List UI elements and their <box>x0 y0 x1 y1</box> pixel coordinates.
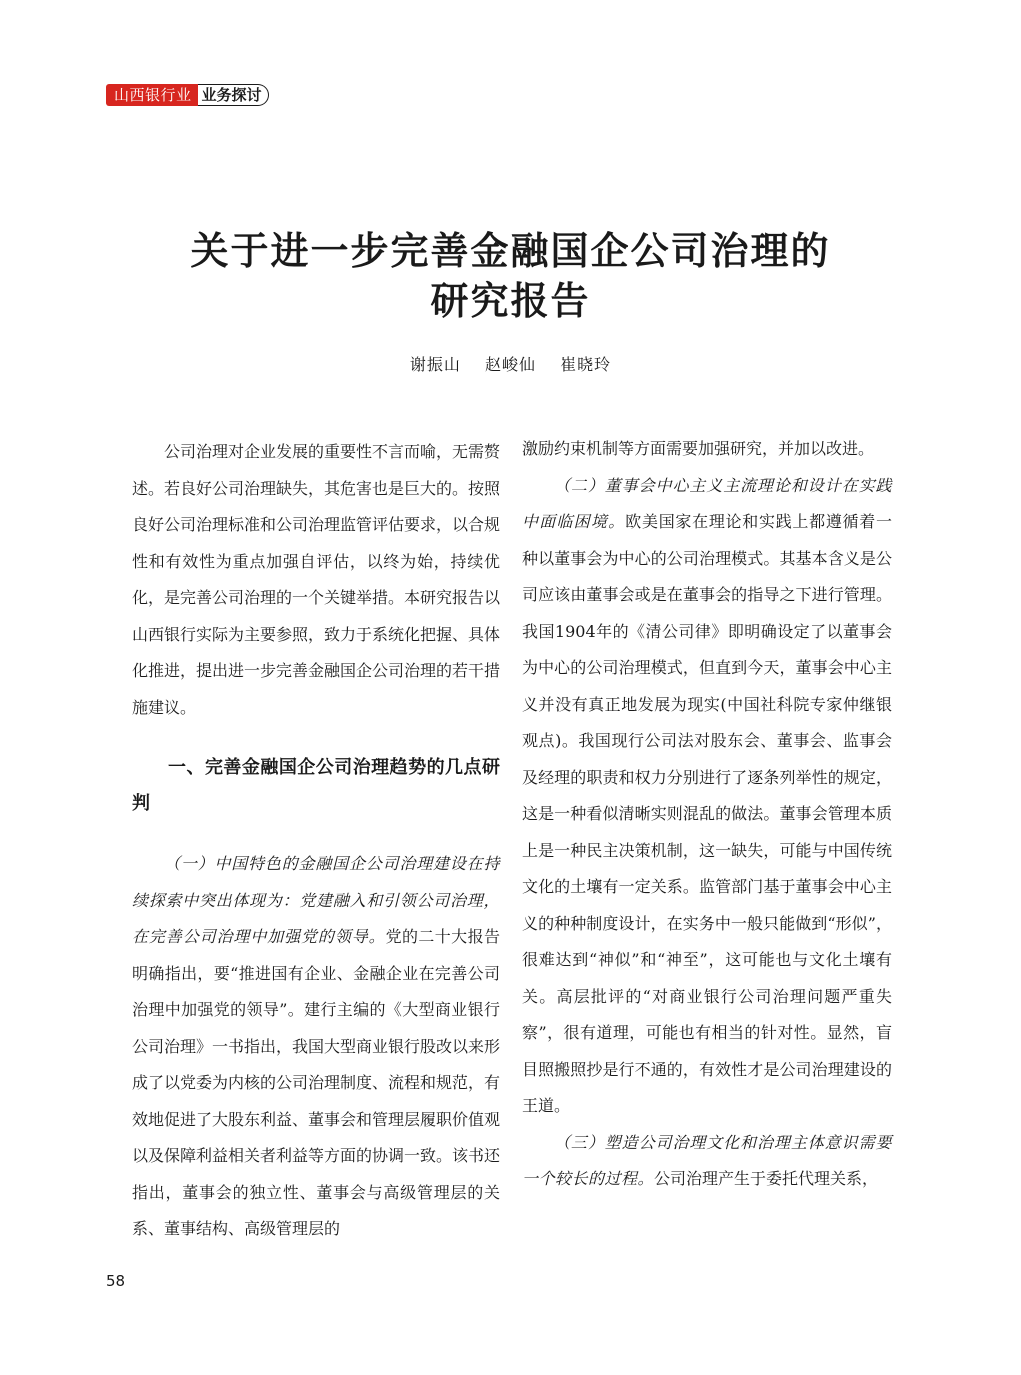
subsection-1-body: 党的二十大报告明确指出，要“推进国有企业、金融企业在完善公司治理中加强党的领导”。建行主编的《大型商业银行公司治理》一书指出，我国大型商业银行股改以来形成了以党委为内核的公司治理制度、流程和规范，有效地促进了大股东利益、董事会和管理层履职价值观以及保障利益相关者利益等方面的协调一致。该书还指出，董事会的独立性、董事会与高级管理层的关系、董事结构、高级管理层的 <box>132 927 501 1238</box>
subsection-2-lead: （二）董事会中心主义主流理论和设计在实践中面临困境。 <box>522 475 892 531</box>
subsection-3-lead: （三）塑造公司治理文化和治理主体意识需要一个较长的过程。 <box>522 1132 892 1188</box>
subsection-1-lead: （一）中国特色的金融国企公司治理建设在持续探索中突出体现为：党建融入和引领公司治理，在完善公司治理中加强党的领导。 <box>132 854 500 946</box>
continuation-paragraph: 激励约束机制等方面需要加强研究，并加以改进。 <box>522 439 875 458</box>
author-name: 谢振山 <box>409 355 461 374</box>
section-tag-publication: 山西银行业 <box>106 84 198 106</box>
subsection-3-body: 公司治理产生于委托代理关系， <box>654 1169 879 1188</box>
subsection-2-paragraph <box>522 468 892 1125</box>
author-name: 赵峻仙 <box>484 355 536 374</box>
right-column <box>522 431 892 1198</box>
left-column <box>132 434 500 1248</box>
subsection-2-body: 欧美国家在理论和实践上都遵循着一种以董事会为中心的公司治理模式。其基本含义是公司应该由董事会或是在董事会的指导之下进行管理。我国1904年的《清公司律》即明确设定了以董事会为中心的公司治理模式，但直到今天，董事会中心主义并没有真正地发展为现实(中国社科院专家仲继银观点)。我国现行公司法对股东会、董事会、监事会及经理的职责和权力分别进行了逐条列举性的规定，这是一种看似清晰实则混乱的做法。董事会管理本质上是一种民主决策机制，这一缺失，可能与中国传统文化的土壤有一定关系。监管部门基于董事会中心主义的种种制度设计，在实务中一般只能做到“形似”，很难达到“神似”和“神至”，这可能也与文化土壤有关。高层批评的“对商业银行公司治理问题严重失察”，很有道理，可能也有相当的针对性。显然，盲目照搬照抄是行不通的，有效性才是公司治理建设的王道。 <box>522 512 892 1115</box>
page-number: 58 <box>106 1272 126 1290</box>
subsection-1-paragraph <box>132 846 500 1248</box>
author-list <box>0 352 1021 375</box>
article-title-line2: 研究报告 <box>430 278 591 323</box>
section-tag-column: 业务探讨 <box>198 84 269 106</box>
intro-paragraph: 公司治理对企业发展的重要性不言而喻，无需赘述。若良好公司治理缺失，其危害也是巨大的。按照良好公司治理标准和公司治理监管评估要求，以合规性和有效性为重点加强自评估，以终为始，持续优化，是完善公司治理的一个关键举措。本研究报告以山西银行实际为主要参照，致力于系统化把握、具体化推进，提出进一步完善金融国企公司治理的若干措施建议。 <box>132 442 501 717</box>
article-title-line1: 关于进一步完善金融国企公司治理的 <box>190 228 831 273</box>
author-name: 崔晓玲 <box>560 355 612 374</box>
article-title <box>0 226 1021 326</box>
section-tag <box>106 84 269 106</box>
subsection-3-paragraph <box>522 1125 892 1198</box>
section-heading: 一、完善金融国企公司治理趋势的几点研判 <box>132 757 500 814</box>
